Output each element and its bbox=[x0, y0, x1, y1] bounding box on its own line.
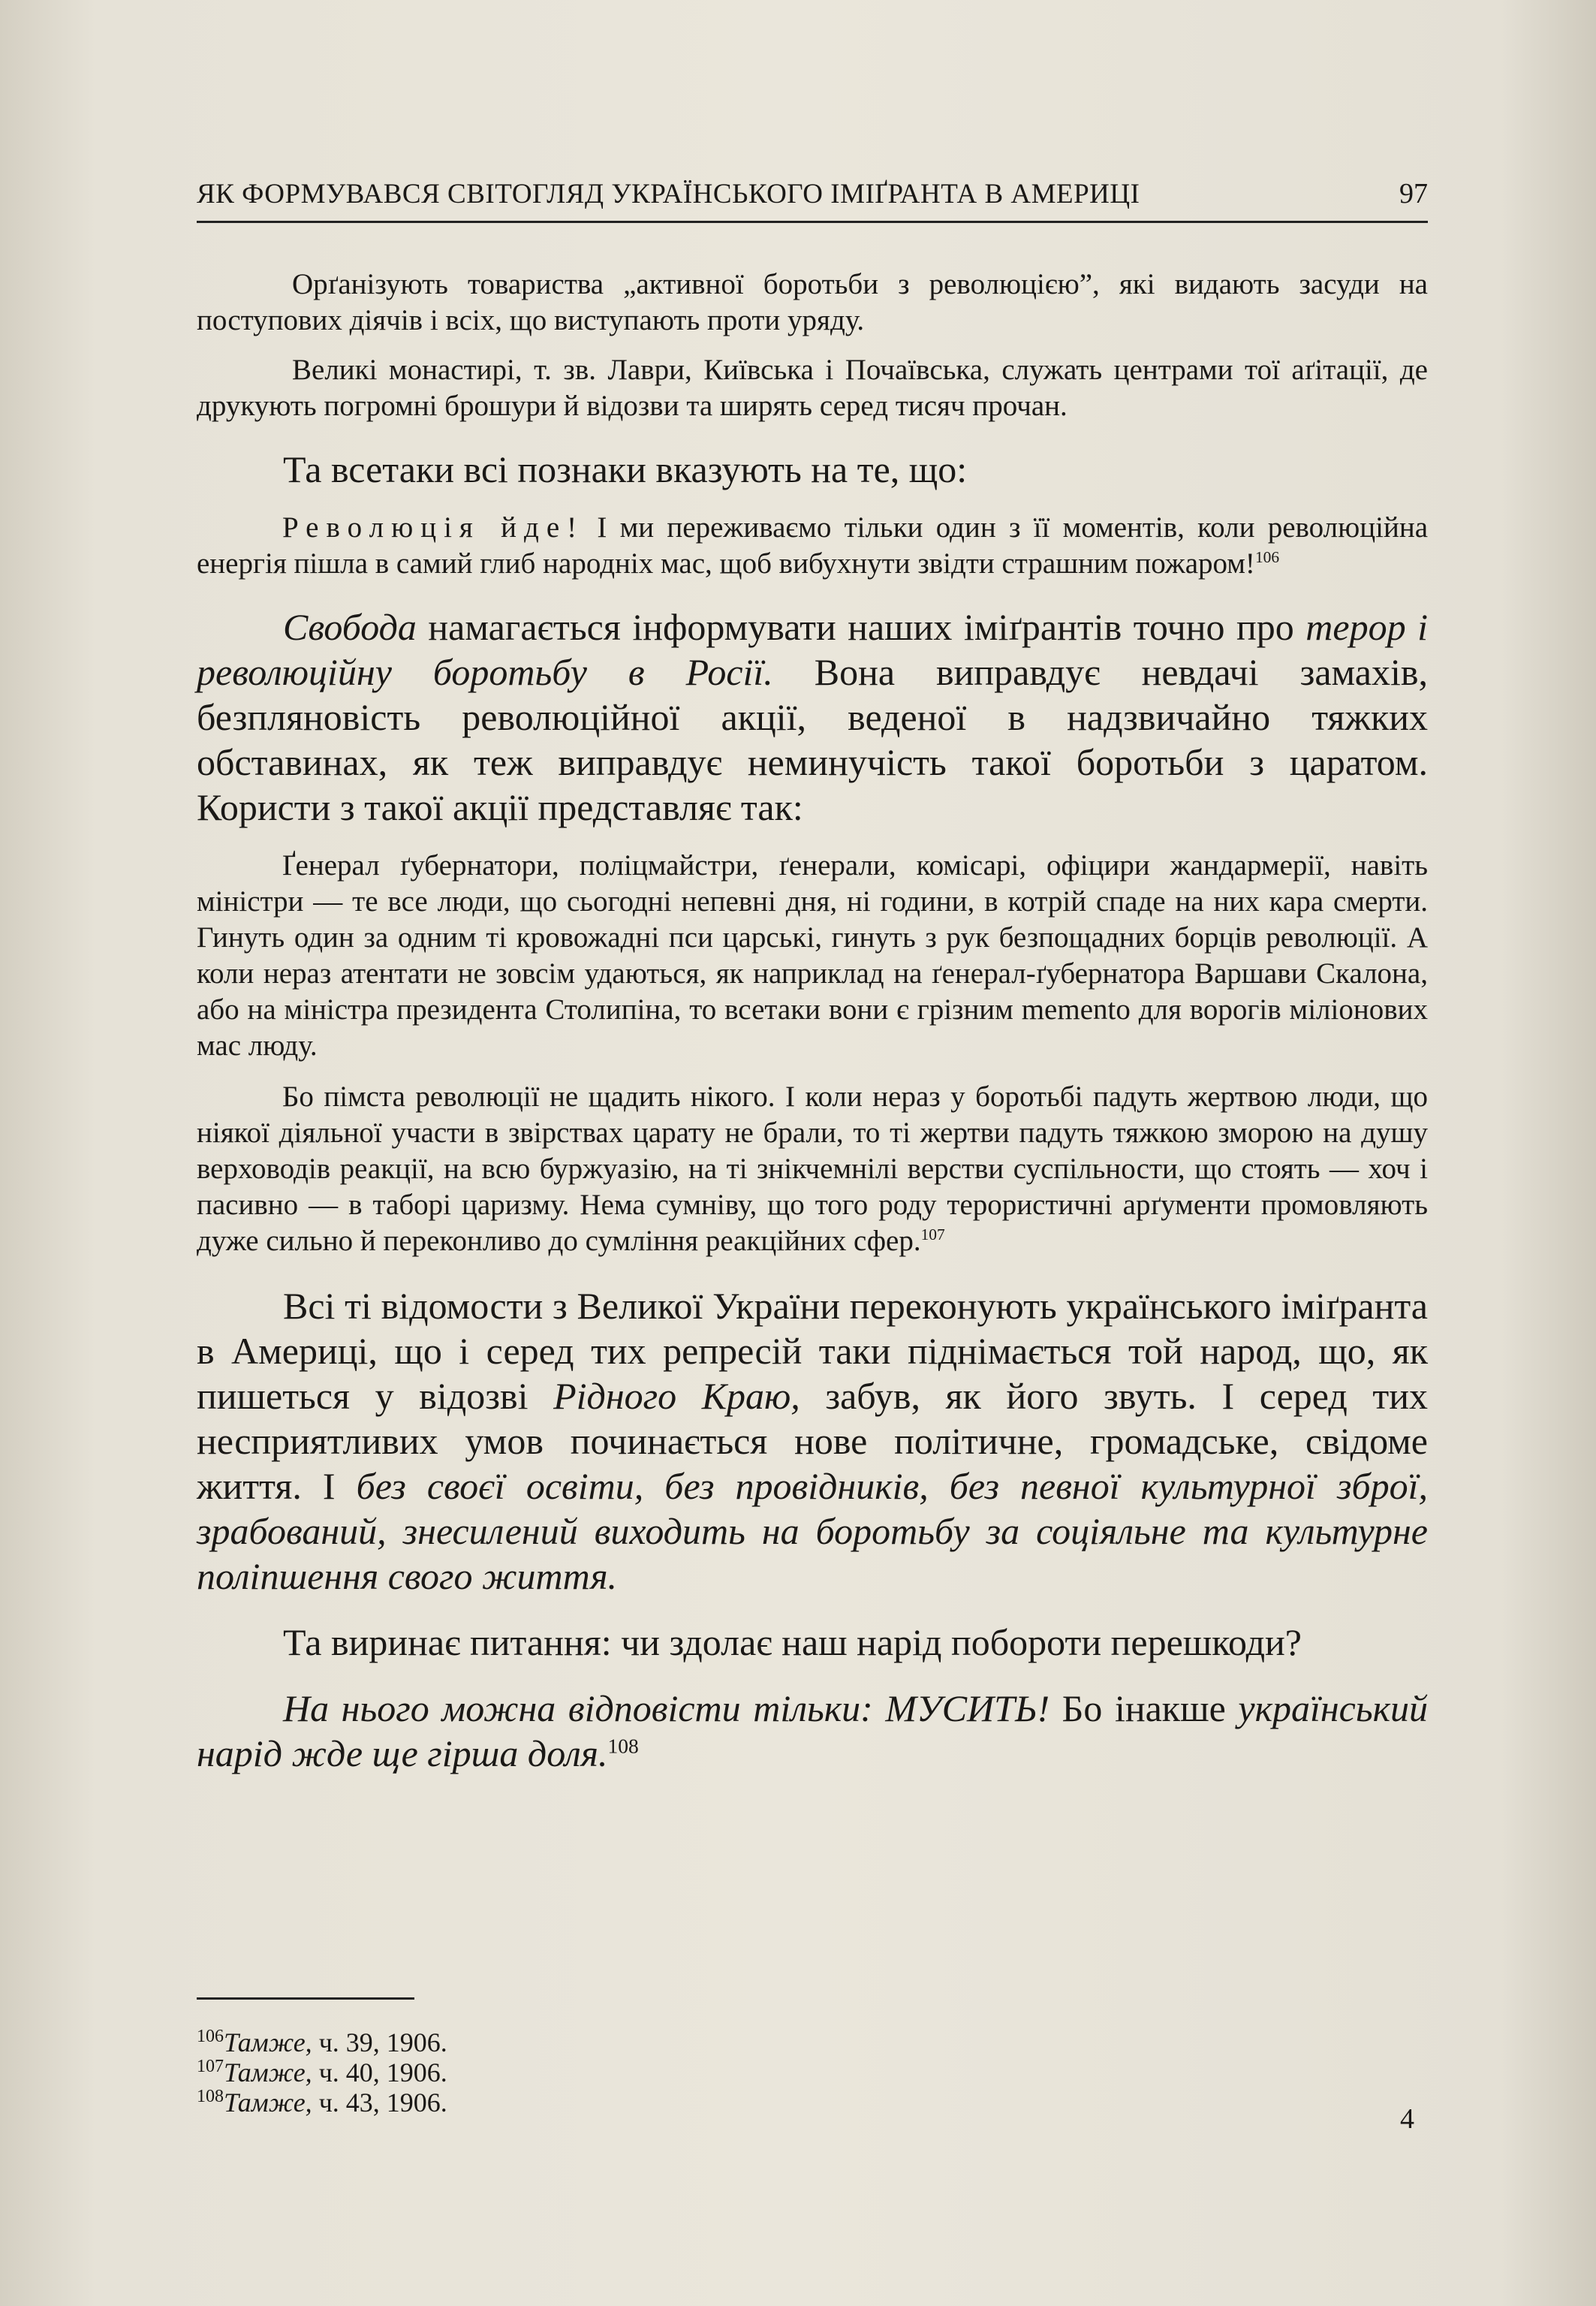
footnote-source: Тамже, bbox=[224, 2057, 312, 2087]
footnote-number: 107 bbox=[197, 2057, 224, 2076]
italic-text: терор і революційну боротьбу в Росії. bbox=[197, 606, 1428, 693]
footnote-source: Тамже, bbox=[224, 2087, 312, 2118]
footnotes bbox=[197, 2027, 872, 2118]
paragraph bbox=[197, 1620, 1428, 1665]
paragraph-text: Та виринає питання: чи здолає наш нарід побороти перешкоди? bbox=[283, 1621, 1302, 1663]
paragraph bbox=[197, 447, 1428, 492]
paragraph bbox=[197, 604, 1428, 830]
running-head: ЯК ФОРМУВАВСЯ СВІТОГЛЯД УКРАЇНСЬКОГО ІМІҐРАНТА В АМЕРИЦІ bbox=[197, 179, 1140, 209]
paragraph-text: Вона виправдує невдачі замахів, безпляновість революційної акції, веденої в надзвичайно тяжких обставинах, як теж виправдує неминучість такої боротьби з царатом. Користи з такої акції представляє так: bbox=[197, 651, 1429, 828]
signature-mark: 4 bbox=[1400, 2103, 1414, 2135]
italic-text: На нього можна відповісти тільки: МУСИТЬ! bbox=[283, 1687, 1050, 1729]
footnote bbox=[197, 2057, 872, 2087]
footnote-rule bbox=[197, 1997, 414, 2000]
italic-text: без своєї освіти, без провідників, без певної культурної зброї, зрабований, знесилений виходить на боротьбу за соціяльне та культурне поліпшення свого життя. bbox=[197, 1465, 1428, 1597]
footnote bbox=[197, 2087, 872, 2118]
paragraph-text: Орґанізують товариства „активної боротьби з революцією”, які видають засуди на поступових діячів і всіх, що виступають проти уряду. bbox=[197, 268, 1428, 336]
paragraph-text: Великі монастирі, т. зв. Лаври, Київська і Почаївська, служать центрами тої аґітації, де друкують погромні брошури й відозви та ширять серед тисяч прочан. bbox=[197, 354, 1428, 422]
paragraph bbox=[197, 267, 1428, 339]
italic-text: український нарід жде ще гірша доля. bbox=[197, 1687, 1428, 1774]
paragraph bbox=[197, 352, 1428, 424]
page-header bbox=[197, 177, 1428, 210]
footnote-text: ч. 43, 1906. bbox=[312, 2087, 447, 2118]
block-quote bbox=[197, 1079, 1428, 1259]
paragraph-text: Бо пімста революції не щадить нікого. І коли нераз у боротьбі падуть жертвою люди, що ніякої діяльної участи в звірствах царату не брали, то ті жертви падуть тяжкою зморою на душу верховодів реакції, на всю буржуазію, на ті знікчемнілі верстви суспільности, що стоять — хоч і пасивно — в таборі царизму. Нема сумніву, що того роду терористичні арґументи промовляють дуже сильно й переконливо до сумління реакційних сфер. bbox=[197, 1081, 1428, 1257]
page-body bbox=[197, 267, 1428, 1776]
page-number: 97 bbox=[1399, 178, 1428, 209]
block-quote bbox=[197, 510, 1428, 582]
paragraph bbox=[197, 1686, 1428, 1776]
paragraph-text: І ми переживаємо тільки один з її моментів, коли революційна енергія пішла в самий глиб народніх мас, щоб вибухнути звідти страшним пожаром! bbox=[197, 511, 1428, 580]
block-quote bbox=[197, 848, 1428, 1064]
footnote-number: 106 bbox=[197, 2027, 224, 2046]
paragraph-text: Та всетаки всі познаки вказують на те, що: bbox=[283, 448, 968, 490]
paragraph-text: Всі ті відомости з Великої України переконують українського іміґранта в Америці, що і серед тих репресій таки піднімається той народ, що, як пишеться у відозві bbox=[197, 1285, 1428, 1417]
paragraph bbox=[197, 1283, 1428, 1599]
footnote bbox=[197, 2027, 872, 2057]
paragraph-text: намагається інформувати наших іміґрантів точно про bbox=[416, 606, 1306, 648]
footnote-ref: 107 bbox=[920, 1225, 945, 1243]
italic-text: Рідного Краю, bbox=[553, 1375, 800, 1417]
footnote-ref: 106 bbox=[1254, 548, 1280, 566]
footnote-text: ч. 40, 1906. bbox=[312, 2057, 447, 2087]
footnote-text: ч. 39, 1906. bbox=[312, 2027, 447, 2057]
footnote-number: 108 bbox=[197, 2087, 224, 2106]
spaced-text: Революція йде! bbox=[282, 511, 585, 544]
paragraph-text: Ґенерал ґубернатори, поліцмайстри, ґенерали, комісарі, офіцири жандармерії, навіть міністри — те все люди, що сьогодні непевні дня, ні години, в котрій спаде на них кара смерти. Гинуть один за одним ті кровожадні пси царські, гинуть з рук безпощадних борців революції. А коли нераз атентати не зовсім удаються, як наприклад на ґенерал-ґубернатора Варшави Скалона, або на міністра президента Столипіна, то всетаки вони є грізним memento для ворогів міліонових мас люду. bbox=[197, 849, 1428, 1062]
header-rule bbox=[197, 221, 1428, 223]
footnote-source: Тамже, bbox=[224, 2027, 312, 2057]
paragraph-text: забув, як його звуть. І серед тих несприятливих умов починається нове політичне, громадське, свідоме життя. І bbox=[197, 1375, 1428, 1507]
newspaper-title: Свобода bbox=[283, 606, 417, 648]
footnote-ref: 108 bbox=[607, 1734, 639, 1758]
paragraph-text: Бо інакше bbox=[1049, 1687, 1239, 1729]
